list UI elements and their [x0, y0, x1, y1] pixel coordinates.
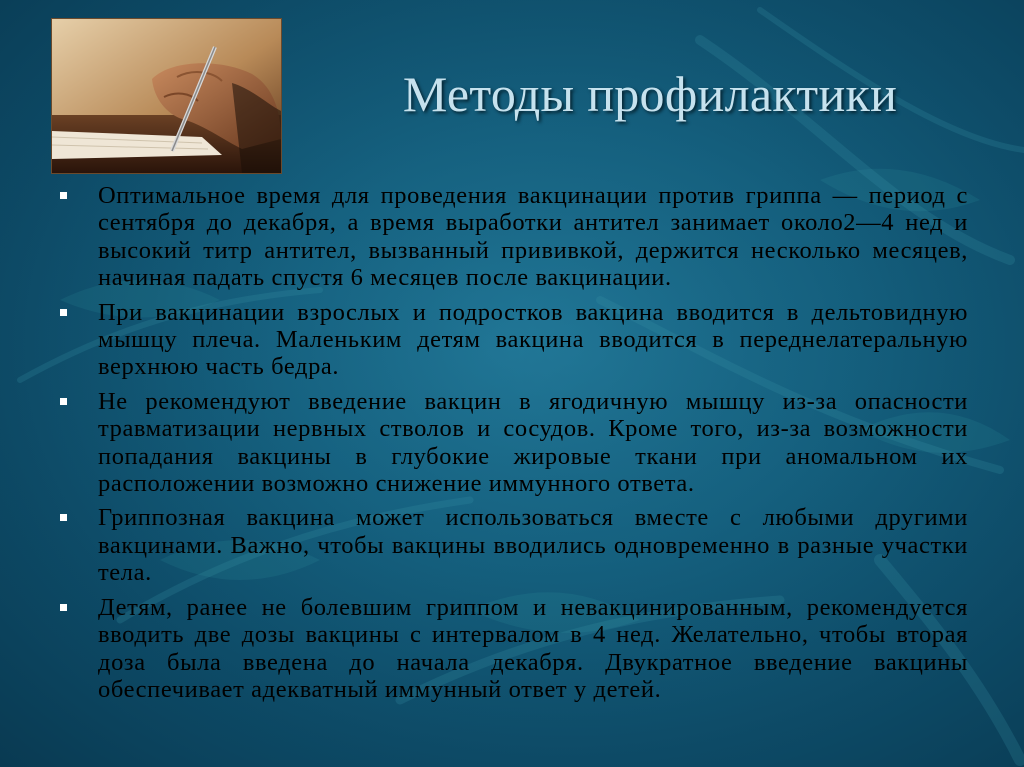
bullet-text: Гриппозная вакцина может использоваться вместе с любыми другими вакцинами. Важно, чтобы вакцины вводились одновременно в разные участки тела. [98, 504, 968, 587]
bullet-marker [60, 514, 67, 521]
bullet-text: Детям, ранее не болевшим гриппом и невакцинированным, рекомендуется вводить две дозы вакцины с интервалом в 4 нед. Желательно, чтобы вторая доза была введена до начала декабря. Двукратное введение вакцины обеспечивает адекватный иммунный ответ у детей. [98, 593, 968, 703]
bullet-marker [60, 192, 67, 199]
bullet-marker [60, 398, 67, 405]
bullet-list [58, 182, 968, 710]
list-item [58, 594, 968, 704]
bullet-text: При вакцинации взрослых и подростков вакцина вводится в дельтовидную мышцу плеча. Маленьким детям вакцина вводится в переднелатеральную верхнюю часть бедра. [98, 298, 968, 381]
list-item [58, 504, 968, 586]
hand-writing-photo [51, 18, 282, 174]
list-item [58, 299, 968, 381]
bullet-marker [60, 309, 67, 316]
bullet-text: Оптимальное время для проведения вакцинации против гриппа — период с сентября до декабря, а время выработки антител занимает около2—4 нед и высокий титр антител, вызванный прививкой, держится несколько месяцев, начиная падать спустя 6 месяцев после вакцинации. [98, 182, 968, 292]
list-item [58, 388, 968, 498]
hand-writing-icon [52, 19, 281, 173]
slide-title: Методы профилактики [402, 66, 898, 122]
bullet-text: Не рекомендуют введение вакцин в ягодичную мышцу из-за опасности травматизации нервных стволов и сосудов. Кроме того, из-за возможности попадания вакцины в глубокие жировые ткани при аномальном их расположении возможно снижение иммунного ответа. [98, 387, 968, 498]
bullet-marker [60, 604, 67, 611]
list-item [58, 182, 968, 292]
